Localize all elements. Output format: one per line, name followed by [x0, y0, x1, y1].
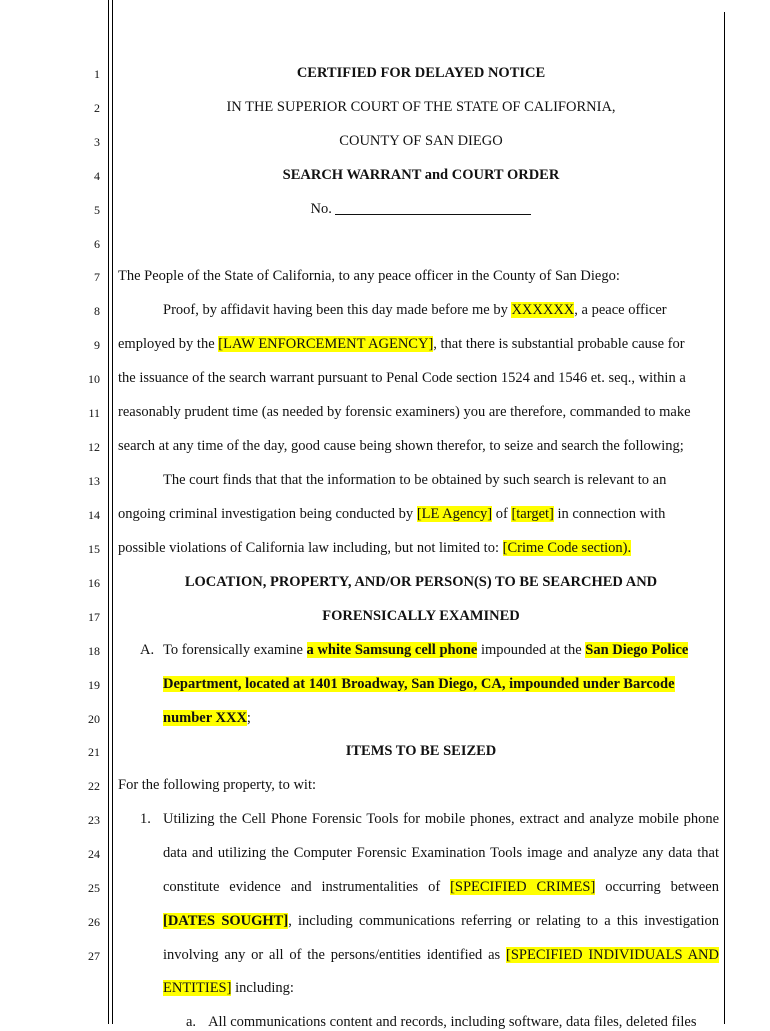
- line-number: 26: [88, 915, 100, 929]
- section-heading-items: ITEMS TO BE SEIZED: [345, 743, 497, 759]
- item-1-line-5: involving any or all of the persons/entities identified as [SPECIFIED INDIVIDUALS AND: [163, 947, 719, 963]
- line-number: 24: [88, 847, 100, 861]
- item-a-line-3: number XXX;: [163, 710, 251, 726]
- item-marker-1: 1.: [140, 811, 151, 827]
- dates-placeholder: [DATES SOUGHT]: [163, 913, 289, 929]
- line-number: 10: [88, 372, 100, 386]
- left-margin-rule-outer: [108, 0, 109, 1024]
- line-number: 22: [88, 779, 100, 793]
- county-name: COUNTY OF SAN DIEGO: [339, 133, 503, 149]
- device-placeholder: a white Samsung cell phone: [306, 642, 478, 658]
- right-margin-rule: [724, 12, 725, 1024]
- sub-item-marker-a: a.: [186, 1014, 197, 1030]
- line-number: 16: [88, 576, 100, 590]
- case-number-line: [118, 200, 724, 218]
- document-title: SEARCH WARRANT and COURT ORDER: [282, 167, 560, 183]
- section-heading-location: LOCATION, PROPERTY, AND/OR PERSON(S) TO BE SEARCHED AND: [184, 574, 658, 590]
- court-name: IN THE SUPERIOR COURT OF THE STATE OF CALIFORNIA,: [226, 99, 616, 115]
- section-heading-location-cont: FORENSICALLY EXAMINED: [322, 608, 520, 624]
- item-1-line-3: constitute evidence and instrumentalities of [SPECIFIED CRIMES] occurring between: [163, 879, 719, 895]
- line-number: 17: [88, 610, 100, 624]
- item-a-line-1: To forensically examine a white Samsung cell phone impounded at the San Diego Police: [163, 642, 689, 658]
- line-number: 19: [88, 678, 100, 692]
- line-number: 4: [94, 169, 100, 183]
- body-line-9: employed by the [LAW ENFORCEMENT AGENCY], that there is substantial probable cause for: [118, 336, 685, 352]
- sub-item-a-line: a. All communications content and records, including software, data files, deleted files: [186, 1014, 697, 1030]
- body-line-14: ongoing criminal investigation being conducted by [LE Agency] of [target] in connection with: [118, 506, 666, 522]
- body-line-13: The court finds that that the information to be obtained by such search is relevant to an: [163, 472, 667, 488]
- line-number: 9: [94, 338, 100, 352]
- body-line-12: search at any time of the day, good cause being shown therefor, to seize and search the following;: [118, 438, 684, 454]
- certified-heading: CERTIFIED FOR DELAYED NOTICE: [296, 65, 546, 81]
- barcode-placeholder: number XXX: [163, 710, 247, 726]
- body-line-10: the issuance of the search warrant pursuant to Penal Code section 1524 and 1546 et. seq., within a: [118, 370, 686, 386]
- line-number: 7: [94, 270, 100, 284]
- line-number: 12: [88, 440, 100, 454]
- location-placeholder: San Diego Police: [585, 642, 689, 658]
- line-number: 23: [88, 813, 100, 827]
- location-placeholder-cont: Department, located at 1401 Broadway, San Diego, CA, impounded under Barcode: [163, 676, 675, 692]
- body-line-15: possible violations of California law including, but not limited to: [Crime Code section).: [118, 540, 632, 556]
- address-line: The People of the State of California, to any peace officer in the County of San Diego:: [118, 268, 620, 284]
- line-number: 11: [88, 406, 100, 420]
- line-number: 3: [94, 135, 100, 149]
- item-1-line-1: Utilizing the Cell Phone Forensic Tools for mobile phones, extract and analyze mobile phone: [163, 811, 719, 827]
- item-1-line-4: [DATES SOUGHT], including communications referring or relating to a this investigation: [163, 913, 719, 929]
- line-number: 20: [88, 712, 100, 726]
- line-number: 8: [94, 304, 100, 318]
- line-number: 5: [94, 203, 100, 217]
- line-number: 13: [88, 474, 100, 488]
- crimes-placeholder: [SPECIFIED CRIMES]: [450, 879, 596, 895]
- le-agency-placeholder: [LE Agency]: [416, 506, 493, 522]
- body-line-11: reasonably prudent time (as needed by forensic examiners) you are therefore, commanded to make: [118, 404, 691, 420]
- body-line-8: Proof, by affidavit having been this day made before me by XXXXXX, a peace officer: [163, 302, 667, 318]
- case-number-label: No.: [310, 201, 332, 217]
- target-placeholder: [target]: [511, 506, 554, 522]
- item-1-line-6: ENTITIES] including:: [163, 980, 294, 996]
- affiant-placeholder: XXXXXX: [511, 302, 575, 318]
- item-marker-a: A.: [140, 642, 155, 658]
- line-number: 1: [94, 67, 100, 81]
- line-number: 2: [94, 101, 100, 115]
- line-number: 27: [88, 949, 100, 963]
- line-number: 18: [88, 644, 100, 658]
- item-a-line-2: [163, 675, 719, 693]
- line-number: 15: [88, 542, 100, 556]
- line-number: 6: [94, 237, 100, 251]
- line-number: 14: [88, 508, 100, 522]
- crime-code-placeholder: [Crime Code section).: [502, 540, 632, 556]
- left-margin-rule-inner: [112, 0, 113, 1024]
- line-number: 25: [88, 881, 100, 895]
- individuals-placeholder-cont: ENTITIES]: [163, 980, 232, 996]
- body-line-22: For the following property, to wit:: [118, 777, 317, 793]
- individuals-placeholder: [SPECIFIED INDIVIDUALS AND: [506, 947, 719, 963]
- agency-placeholder: [LAW ENFORCEMENT AGENCY]: [218, 336, 434, 352]
- line-number: 21: [88, 745, 100, 759]
- case-number-blank: [335, 201, 531, 215]
- item-1-line-2: data and utilizing the Computer Forensic Examination Tools image and analyze any data that: [163, 845, 719, 861]
